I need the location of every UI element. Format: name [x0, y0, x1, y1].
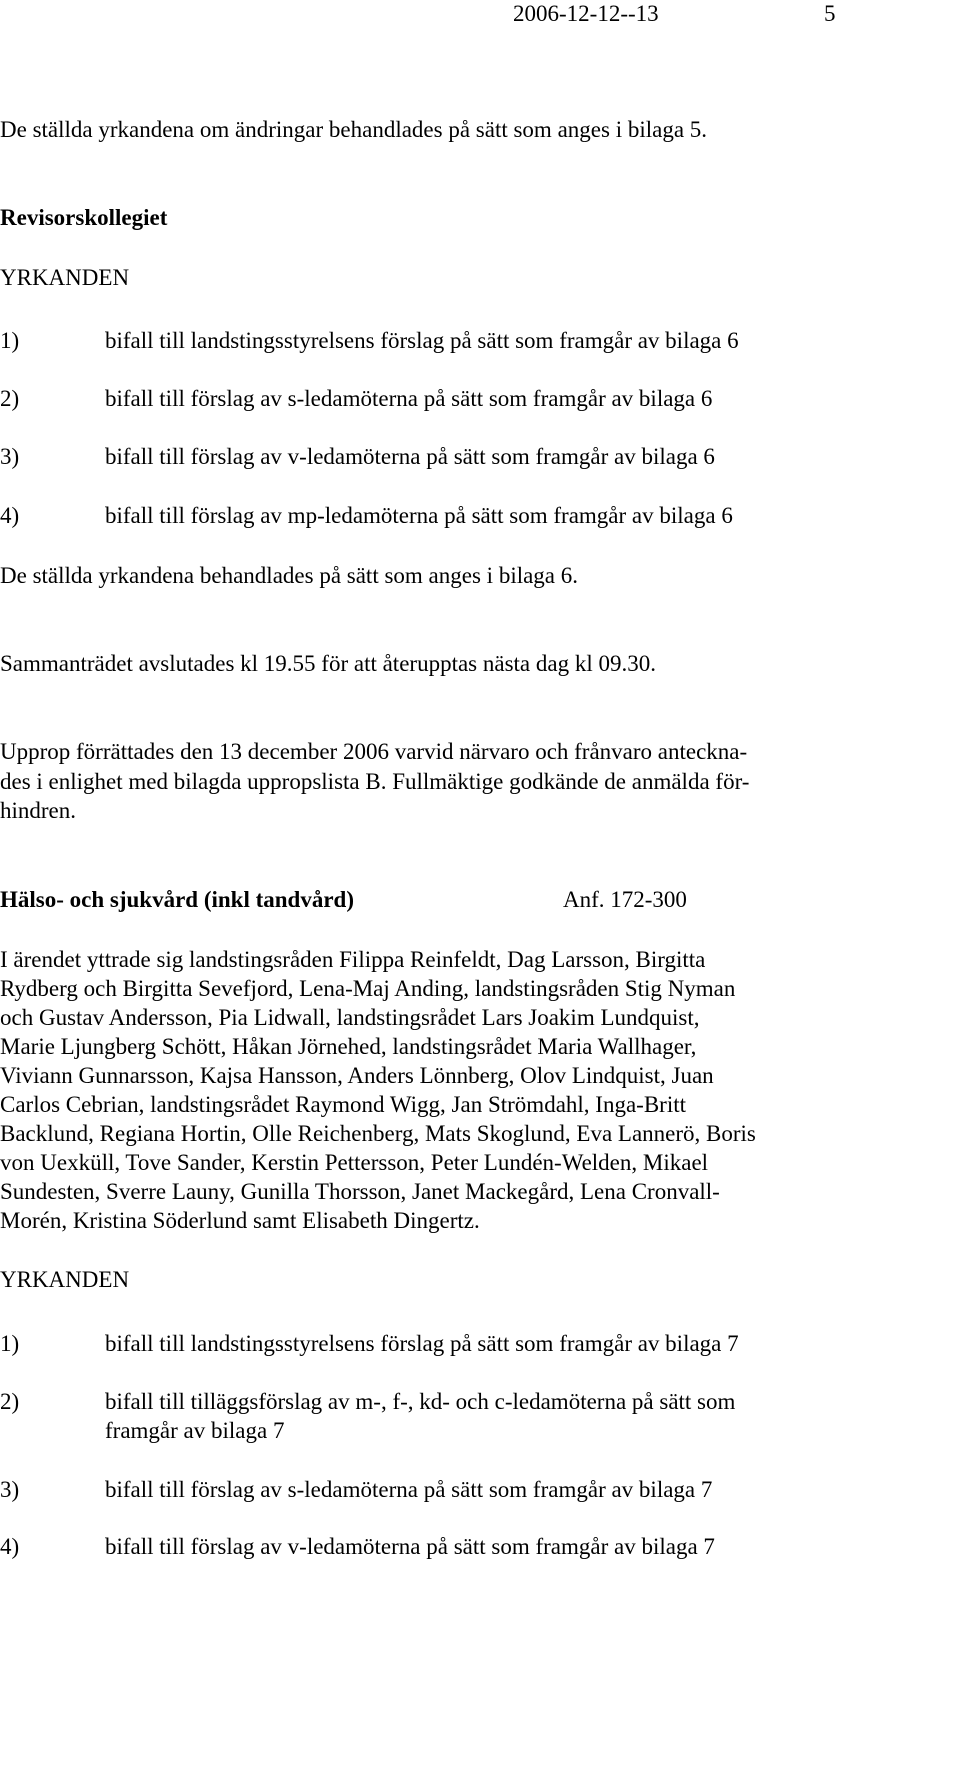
section1-list-item	[0, 325, 960, 356]
section1-heading: Revisorskollegiet	[0, 205, 168, 230]
section2-yrkanden-label: YRKANDEN	[0, 1267, 130, 1292]
list-item-text: bifall till landstingsstyrelsens förslag på sätt som framgår av bilaga 7	[105, 1331, 739, 1356]
speakers-line: Viviann Gunnarsson, Kajsa Hansson, Anders Lönnberg, Olov Lindquist, Juan	[0, 1063, 714, 1088]
section2-list-item	[0, 1328, 960, 1359]
roll-call-line: des i enlighet med bilagda uppropslista B. Fullmäktige godkände de anmälda för-	[0, 769, 750, 794]
list-item-text: bifall till förslag av mp-ledamöterna på sätt som framgår av bilaga 6	[105, 503, 733, 528]
speakers-line: Sundesten, Sverre Launy, Gunilla Thorsson, Janet Mackegård, Lena Cronvall-	[0, 1179, 720, 1204]
roll-call-line: hindren.	[0, 798, 77, 823]
list-item-text: bifall till förslag av v-ledamöterna på sätt som framgår av bilaga 7	[105, 1534, 715, 1559]
section1-list-item	[0, 441, 960, 472]
list-item-number: 4)	[0, 503, 20, 528]
list-item-number: 2)	[0, 386, 20, 411]
speakers-line: och Gustav Andersson, Pia Lidwall, landstingsrådet Lars Joakim Lundquist,	[0, 1005, 700, 1030]
list-item-number: 3)	[0, 444, 20, 469]
section1-list-item	[0, 500, 960, 531]
section2-list-item	[0, 1531, 960, 1562]
list-item-number: 2)	[0, 1389, 20, 1414]
section2-list-item	[0, 1474, 960, 1505]
speakers-line: Carlos Cebrian, landstingsrådet Raymond Wigg, Jan Strömdahl, Inga-Britt	[0, 1092, 686, 1117]
list-item-text: bifall till tilläggsförslag av m-, f-, kd- och c-ledamöterna på sätt som	[105, 1389, 736, 1414]
section1-list-item	[0, 383, 960, 414]
section1-outcome: De ställda yrkandena behandlades på sätt som anges i bilaga 6.	[0, 563, 579, 588]
list-item-text: bifall till förslag av s-ledamöterna på sätt som framgår av bilaga 6	[105, 386, 713, 411]
page-number: 5	[824, 1, 836, 26]
list-item-text: bifall till förslag av v-ledamöterna på sätt som framgår av bilaga 6	[105, 444, 715, 469]
list-item-number: 4)	[0, 1534, 20, 1559]
speakers-line: Marie Ljungberg Schött, Håkan Jörnehed, landstingsrådet Maria Wallhager,	[0, 1034, 697, 1059]
speakers-line: Morén, Kristina Söderlund samt Elisabeth Dingertz.	[0, 1208, 480, 1233]
speakers-line: Backlund, Regiana Hortin, Olle Reichenberg, Mats Skoglund, Eva Lannerö, Boris	[0, 1121, 756, 1146]
list-item-text: bifall till landstingsstyrelsens förslag på sätt som framgår av bilaga 6	[105, 328, 739, 353]
speakers-line: von Uexküll, Tove Sander, Kerstin Pettersson, Peter Lundén-Welden, Mikael	[0, 1150, 709, 1175]
document-date: 2006-12-12--13	[513, 1, 659, 26]
section2-list-item	[0, 1386, 960, 1448]
adjournment-text: Sammanträdet avslutades kl 19.55 för att återupptas nästa dag kl 09.30.	[0, 651, 656, 676]
list-item-number: 3)	[0, 1477, 20, 1502]
list-item-text: framgår av bilaga 7	[105, 1418, 285, 1443]
list-item-number: 1)	[0, 328, 20, 353]
section1-intro: De ställda yrkandena om ändringar behandlades på sätt som anges i bilaga 5.	[0, 117, 708, 142]
section2-reference: Anf. 172-300	[563, 887, 687, 912]
speakers-line: Rydberg och Birgitta Sevefjord, Lena-Maj Anding, landstingsråden Stig Nyman	[0, 976, 736, 1001]
list-item-number: 1)	[0, 1331, 20, 1356]
speakers-line: I ärendet yttrade sig landstingsråden Filippa Reinfeldt, Dag Larsson, Birgitta	[0, 947, 706, 972]
list-item-text: bifall till förslag av s-ledamöterna på sätt som framgår av bilaga 7	[105, 1477, 713, 1502]
section1-yrkanden-label: YRKANDEN	[0, 265, 130, 290]
roll-call-line: Upprop förrättades den 13 december 2006 varvid närvaro och frånvaro anteckna-	[0, 739, 748, 764]
section2-heading: Hälso- och sjukvård (inkl tandvård)	[0, 887, 355, 912]
